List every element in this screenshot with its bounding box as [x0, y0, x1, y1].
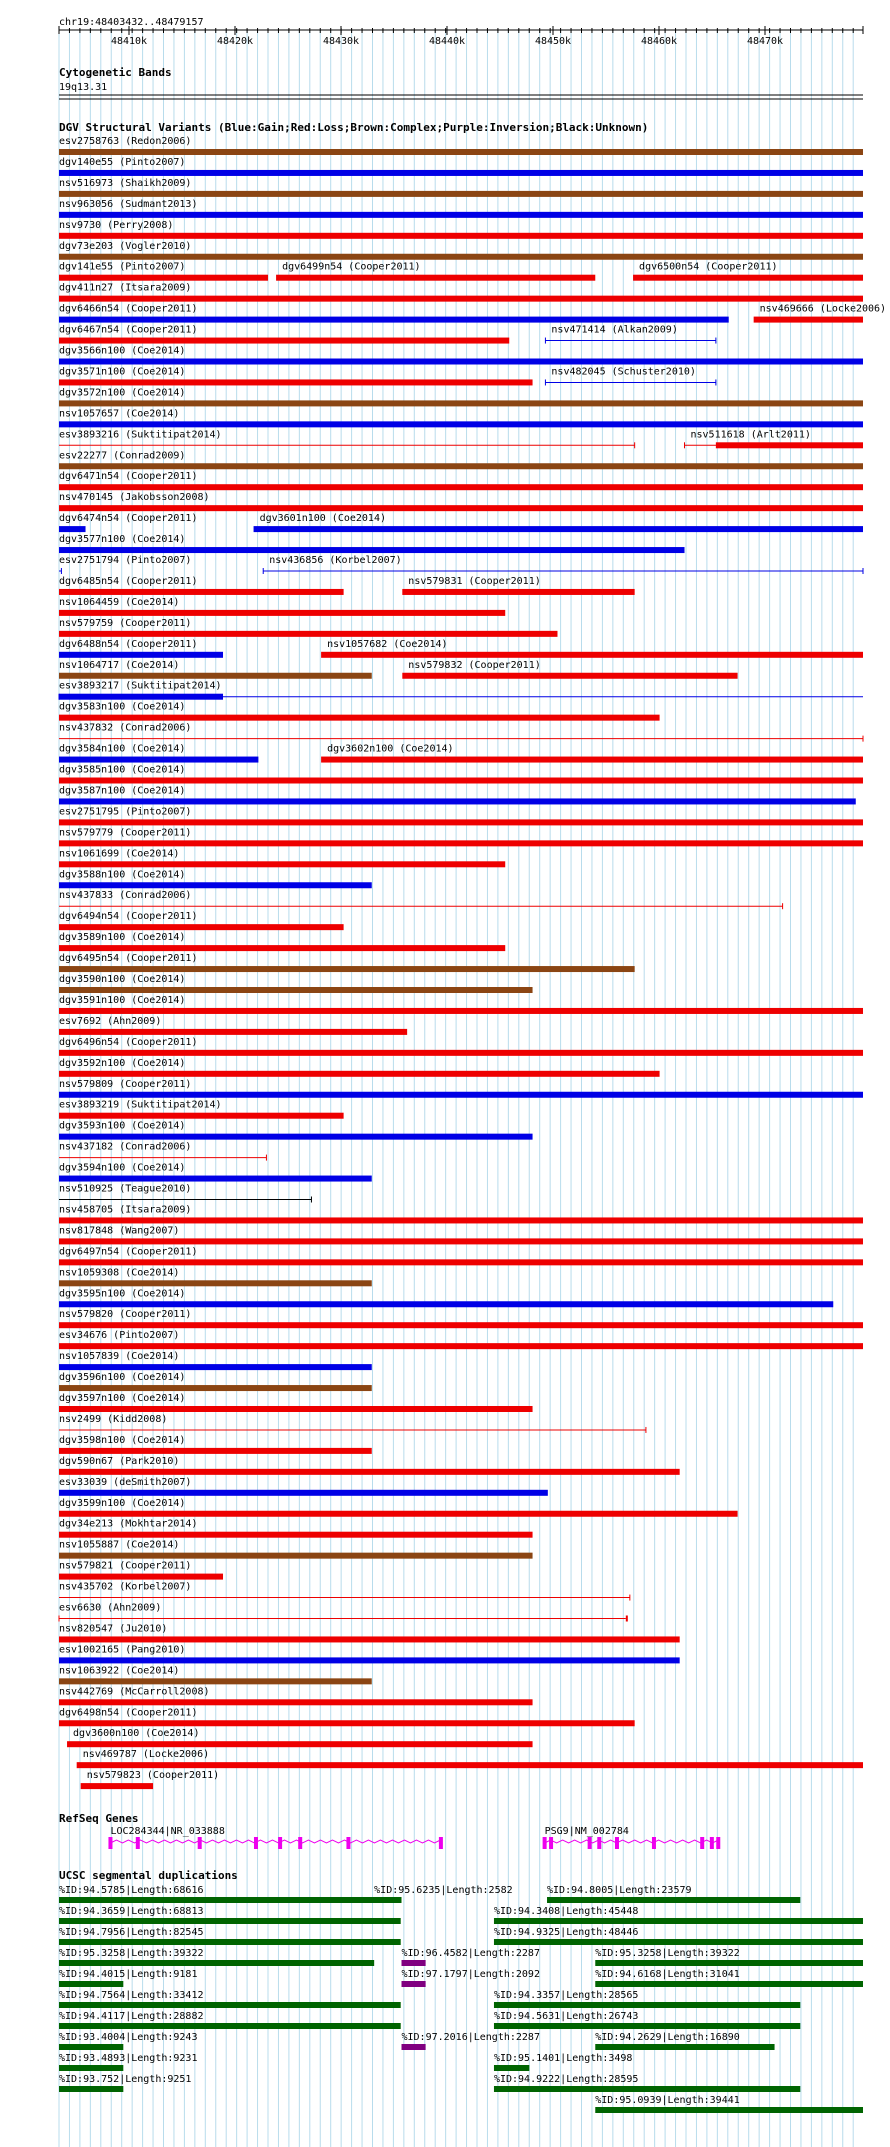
sv-bar: [626, 1616, 628, 1622]
sv-bar: [59, 484, 863, 490]
segdup-bar: [59, 1918, 401, 1924]
segdup-bar: [595, 2107, 863, 2113]
sv-label: nsv820547 (Ju2010): [59, 1623, 168, 1635]
sv-bar: [59, 924, 344, 930]
ruler-tick-label: 48440k: [428, 36, 466, 47]
segdup-label: %ID:94.3357|Length:28565: [493, 1990, 639, 2001]
sv-bar: [59, 966, 635, 972]
sv-bar: [59, 945, 505, 951]
gene-exon: [652, 1837, 656, 1849]
sv-bar: [59, 778, 863, 784]
segdup-label: %ID:94.4015|Length:9181: [59, 1969, 198, 1980]
sv-label: dgv3571n100 (Coe2014): [59, 366, 186, 378]
sv-label: dgv3602n100 (Coe2014): [327, 743, 454, 755]
segdup-bar: [494, 2065, 529, 2071]
gene-exon: [700, 1837, 704, 1849]
sv-label: dgv6488n54 (Cooper2011): [59, 638, 198, 650]
sv-label: esv7692 (Ahn2009): [59, 1015, 162, 1027]
sv-label: dgv34e213 (Mokhtar2014): [59, 1518, 198, 1530]
ruler-tick-label: 48460k: [640, 36, 678, 47]
sv-bar: [59, 191, 863, 197]
sv-bar: [59, 1364, 372, 1370]
sv-bar: [59, 1678, 372, 1684]
gene-label: PSG9|NM_002784: [544, 1826, 629, 1837]
sv-bar: [59, 673, 372, 679]
segdup-label: %ID:95.3258|Length:39322: [595, 1948, 740, 1959]
sv-bar: [402, 589, 634, 595]
sv-bar: [59, 1636, 680, 1642]
segdup-label: %ID:94.3659|Length:68813: [59, 1906, 204, 1917]
sv-bar: [59, 840, 863, 846]
dgv-track: [59, 136, 886, 1789]
segdup-title: UCSC segmental duplications: [59, 1869, 238, 1882]
segdup-label: %ID:94.2629|Length:16890: [595, 2032, 740, 2043]
gene-exon: [254, 1837, 258, 1849]
sv-bar: [59, 819, 863, 825]
sv-label: dgv3595n100 (Coe2014): [59, 1288, 186, 1300]
sv-label: dgv73e203 (Vogler2010): [59, 240, 192, 252]
sv-label: dgv3591n100 (Coe2014): [59, 994, 186, 1006]
sv-label: nsv511618 (Arlt2011): [690, 429, 811, 441]
sv-label: nsv437182 (Conrad2006): [59, 1141, 192, 1153]
sv-label: esv2758763 (Redon2006): [59, 136, 192, 147]
segdup-bar: [547, 1897, 800, 1903]
sv-label: nsv963056 (Sudmant2013): [59, 198, 198, 210]
sv-bar: [321, 757, 863, 763]
sv-label: esv33039 (deSmith2007): [59, 1476, 192, 1488]
sv-label: nsv1059308 (Coe2014): [59, 1267, 180, 1279]
sv-bar: [59, 1238, 863, 1244]
segdup-track: [59, 1885, 863, 2113]
segdup-label: %ID:97.2016|Length:2287: [401, 2032, 540, 2043]
sv-label: nsv1055887 (Coe2014): [59, 1539, 180, 1551]
sv-bar: [59, 798, 856, 804]
segdup-label: %ID:96.4582|Length:2287: [401, 1948, 540, 1959]
gene-exon: [298, 1837, 302, 1849]
sv-bar: [59, 882, 372, 888]
sv-bar: [59, 1301, 833, 1307]
segdup-bar: [374, 1897, 401, 1903]
segdup-label: %ID:93.4004|Length:9243: [59, 2032, 198, 2043]
sv-bar: [59, 589, 344, 595]
sv-label: nsv437833 (Conrad2006): [59, 890, 192, 902]
gene-exon: [108, 1837, 112, 1849]
sv-bar: [59, 359, 863, 365]
sv-bar: [59, 317, 729, 323]
sv-bar: [59, 170, 863, 176]
sv-label: dgv6498n54 (Cooper2011): [59, 1707, 198, 1719]
gene-exon: [597, 1837, 601, 1849]
sv-bar: [59, 1657, 680, 1663]
sv-label: dgv6467n54 (Cooper2011): [59, 324, 198, 336]
gene-exon: [278, 1837, 282, 1849]
sv-bar: [59, 1406, 533, 1412]
cytoband-label: 19q13.31: [59, 82, 108, 93]
sv-bar: [59, 1280, 372, 1286]
sv-bar: [59, 338, 509, 344]
sv-bar: [59, 861, 505, 867]
sv-bar: [59, 652, 223, 658]
sv-label: nsv1057839 (Coe2014): [59, 1351, 180, 1363]
sv-bar: [59, 1176, 372, 1182]
segdup-label: %ID:94.3408|Length:45448: [493, 1906, 639, 1917]
sv-label: nsv516973 (Shaikh2009): [59, 177, 192, 189]
sv-bar: [321, 652, 863, 658]
segdup-label: %ID:95.1401|Length:3498: [493, 2053, 633, 2064]
sv-label: nsv1057657 (Coe2014): [59, 408, 180, 420]
sv-bar: [59, 212, 863, 218]
segdup-label: %ID:95.0939|Length:39441: [595, 2095, 740, 2106]
sv-label: nsv579821 (Cooper2011): [59, 1560, 192, 1572]
segdup-label: %ID:94.4117|Length:28882: [59, 2011, 204, 2022]
sv-bar: [59, 233, 863, 239]
sv-label: dgv3600n100 (Coe2014): [73, 1728, 200, 1740]
sv-label: nsv579809 (Cooper2011): [59, 1078, 192, 1090]
sv-label: nsv469787 (Locke2006): [82, 1749, 210, 1761]
sv-label: dgv3577n100 (Coe2014): [59, 534, 186, 546]
sv-bar: [276, 275, 595, 281]
segdup-label: %ID:97.1797|Length:2092: [401, 1969, 540, 1980]
sv-label: nsv2499 (Kidd2008): [59, 1413, 168, 1425]
ruler-tick-label: 48410k: [110, 36, 148, 47]
gene-exon: [198, 1837, 202, 1849]
sv-label: dgv3588n100 (Coe2014): [59, 869, 186, 881]
sv-bar: [59, 254, 863, 260]
sv-label: nsv458705 (Itsara2009): [59, 1204, 192, 1216]
sv-bar: [81, 1783, 153, 1789]
cytoband-title: Cytogenetic Bands: [59, 66, 172, 79]
sv-label: nsv9730 (Perry2008): [59, 219, 174, 231]
segdup-bar: [494, 2086, 800, 2092]
segdup-bar: [59, 2065, 123, 2071]
segdup-label: %ID:93.752|Length:9251: [59, 2074, 192, 2085]
gene-exon: [710, 1837, 714, 1849]
sv-bar: [59, 400, 863, 406]
sv-label: dgv3596n100 (Coe2014): [59, 1372, 186, 1384]
sv-bar: [59, 1469, 680, 1475]
dgv-title: DGV Structural Variants (Blue:Gain;Red:Loss;Brown:Complex;Purple:Inversion;Black:Unknown): [59, 121, 649, 134]
sv-bar: [59, 694, 223, 700]
sv-label: nsv442769 (McCarroll2008): [59, 1686, 210, 1698]
segdup-label: %ID:94.8005|Length:23579: [547, 1885, 692, 1896]
sv-label: nsv471414 (Alkan2009): [551, 324, 678, 336]
sv-label: dgv3566n100 (Coe2014): [59, 345, 186, 357]
sv-label: dgv6500n54 (Cooper2011): [639, 261, 778, 273]
segdup-label: %ID:94.7564|Length:33412: [59, 1990, 204, 2001]
sv-label: nsv469666 (Locke2006): [759, 303, 887, 315]
sv-bar: [59, 1720, 635, 1726]
segdup-bar: [494, 2002, 800, 2008]
sv-label: esv3893219 (Suktitipat2014): [59, 1099, 222, 1111]
sv-bar: [59, 631, 557, 637]
sv-bar: [633, 275, 863, 281]
sv-label: dgv3572n100 (Coe2014): [59, 387, 186, 399]
sv-label: dgv3598n100 (Coe2014): [59, 1434, 186, 1446]
sv-label: nsv1057682 (Coe2014): [327, 638, 448, 650]
sv-bar: [59, 715, 660, 721]
sv-label: esv6630 (Ahn2009): [59, 1602, 162, 1614]
sv-label: nsv817848 (Wang2007): [59, 1225, 180, 1237]
sv-bar: [59, 1050, 863, 1056]
sv-bar: [59, 296, 863, 302]
sv-bar: [59, 1699, 533, 1705]
sv-bar: [59, 1217, 863, 1223]
sv-label: esv3893216 (Suktitipat2014): [59, 429, 222, 441]
gene-exon: [549, 1837, 553, 1849]
sv-bar: [59, 1008, 863, 1014]
segdup-bar: [595, 2044, 774, 2050]
gene-exon: [439, 1837, 443, 1849]
gene-exon: [615, 1837, 619, 1849]
segdup-bar: [402, 2044, 426, 2050]
segdup-bar: [494, 1918, 863, 1924]
sv-label: dgv6497n54 (Cooper2011): [59, 1246, 198, 1258]
sv-label: esv3893217 (Suktitipat2014): [59, 680, 222, 692]
sv-label: dgv3592n100 (Coe2014): [59, 1057, 186, 1069]
segdup-label: %ID:94.6168|Length:31041: [595, 1969, 740, 1980]
ruler-tick-label: 48450k: [534, 36, 572, 47]
sv-bar: [59, 987, 533, 993]
sv-label: nsv579820 (Cooper2011): [59, 1309, 192, 1321]
sv-label: esv2751794 (Pinto2007): [59, 555, 192, 566]
segdup-bar: [595, 1981, 863, 1987]
sv-label: dgv3599n100 (Coe2014): [59, 1497, 186, 1509]
ruler-tick-label: 48430k: [322, 36, 360, 47]
sv-bar: [67, 1741, 533, 1747]
sv-bar: [59, 1092, 863, 1098]
sv-bar: [59, 149, 863, 155]
sv-bar: [59, 1574, 223, 1580]
sv-label: dgv590n67 (Park2010): [59, 1455, 180, 1467]
segdup-label: %ID:94.9222|Length:28595: [493, 2074, 639, 2085]
sv-label: dgv6494n54 (Cooper2011): [59, 911, 198, 923]
ruler: [59, 26, 863, 47]
segdup-bar: [59, 1897, 401, 1903]
segdup-bar: [494, 1939, 863, 1945]
sv-label: nsv579823 (Cooper2011): [86, 1770, 220, 1782]
sv-label: dgv6495n54 (Cooper2011): [59, 953, 198, 965]
sv-label: nsv482045 (Schuster2010): [551, 366, 696, 378]
sv-label: dgv3585n100 (Coe2014): [59, 764, 186, 776]
sv-label: dgv6471n54 (Cooper2011): [59, 471, 198, 483]
sv-label: dgv3590n100 (Coe2014): [59, 974, 186, 985]
segdup-bar: [59, 2002, 401, 2008]
sv-label: nsv1064459 (Coe2014): [59, 596, 180, 608]
sv-label: nsv510925 (Teague2010): [59, 1183, 192, 1195]
sv-label: dgv6485n54 (Cooper2011): [59, 575, 198, 587]
region-label: chr19:48403432..48479157: [59, 17, 204, 28]
sv-label: dgv3597n100 (Coe2014): [59, 1393, 186, 1404]
sv-label: nsv579831 (Cooper2011): [408, 575, 541, 587]
sv-label: nsv1064717 (Coe2014): [59, 659, 180, 671]
sv-label: dgv6466n54 (Cooper2011): [59, 303, 198, 315]
sv-bar: [59, 610, 505, 616]
sv-bar: [59, 421, 863, 427]
sv-bar: [254, 526, 863, 532]
sv-label: dgv3584n100 (Coe2014): [59, 743, 186, 755]
gene-exon: [136, 1837, 140, 1849]
cytoband-track: [59, 95, 863, 99]
segdup-bar: [494, 2023, 800, 2029]
sv-bar: [59, 1532, 533, 1538]
sv-bar: [59, 1490, 548, 1496]
segdup-label: %ID:95.6235|Length:2582: [374, 1885, 513, 1896]
sv-bar: [59, 1071, 660, 1077]
sv-bar: [59, 526, 86, 532]
sv-label: esv2751795 (Pinto2007): [59, 806, 192, 818]
sv-label: nsv437832 (Conrad2006): [59, 722, 192, 734]
segdup-bar: [59, 1960, 374, 1966]
sv-bar: [59, 1385, 372, 1391]
sv-label: dgv3594n100 (Coe2014): [59, 1162, 186, 1174]
gene-exon: [346, 1837, 350, 1849]
sv-bar: [59, 1029, 407, 1035]
sv-label: dgv6499n54 (Cooper2011): [282, 261, 421, 273]
sv-label: nsv435702 (Korbel2007): [59, 1581, 192, 1593]
sv-bar: [59, 1134, 533, 1140]
segdup-bar: [59, 1939, 401, 1945]
sv-label: esv22277 (Conrad2009): [59, 450, 186, 462]
sv-label: nsv436856 (Korbel2007): [269, 555, 402, 566]
sv-bar: [59, 379, 533, 385]
sv-bar: [59, 547, 685, 553]
sv-bar: [59, 505, 863, 511]
sv-label: nsv1061699 (Coe2014): [59, 848, 180, 860]
sv-bar: [77, 1762, 863, 1768]
sv-bar: [59, 463, 863, 469]
sv-bar: [59, 275, 268, 281]
segdup-bar: [402, 1981, 426, 1987]
gene-exon: [543, 1837, 547, 1849]
sv-label: dgv140e55 (Pinto2007): [59, 156, 186, 168]
sv-label: nsv579832 (Cooper2011): [408, 659, 541, 671]
sv-bar: [59, 1113, 344, 1119]
sv-label: esv1002165 (Pang2010): [59, 1644, 186, 1656]
segdup-bar: [59, 2044, 123, 2050]
sv-label: nsv470145 (Jakobsson2008): [59, 492, 210, 504]
gene-exon: [588, 1837, 592, 1849]
segdup-bar: [402, 1960, 426, 1966]
segdup-bar: [59, 2023, 401, 2029]
sv-bar: [59, 757, 258, 763]
ruler-tick-label: 48470k: [746, 36, 784, 47]
sv-label: dgv3589n100 (Coe2014): [59, 932, 186, 944]
ruler-tick-label: 48420k: [216, 36, 254, 47]
gene-label: LOC284344|NR_033888: [110, 1826, 225, 1837]
sv-label: nsv579779 (Cooper2011): [59, 827, 192, 839]
sv-bar: [59, 1259, 863, 1265]
sv-bar: [59, 1553, 533, 1559]
sv-bar: [754, 317, 863, 323]
segdup-label: %ID:95.3258|Length:39322: [59, 1948, 204, 1959]
genes-title: RefSeq Genes: [59, 1812, 139, 1825]
segdup-label: %ID:94.5631|Length:26743: [493, 2011, 639, 2022]
sv-label: dgv411n27 (Itsara2009): [59, 282, 192, 294]
sv-bar: [59, 1511, 738, 1517]
segdup-label: %ID:94.9325|Length:48446: [493, 1927, 639, 1938]
sv-label: dgv3583n100 (Coe2014): [59, 701, 186, 713]
sv-label: dgv3587n100 (Coe2014): [59, 785, 186, 797]
sv-label: nsv579759 (Cooper2011): [59, 617, 192, 629]
sv-label: dgv6474n54 (Cooper2011): [59, 513, 198, 525]
sv-bar: [402, 673, 737, 679]
segdup-label: %ID:93.4893|Length:9231: [59, 2053, 198, 2064]
sv-label: dgv141e55 (Pinto2007): [59, 261, 186, 273]
segdup-bar: [595, 1960, 863, 1966]
gene-intron: [110, 1840, 440, 1843]
segdup-label: %ID:94.7956|Length:82545: [59, 1927, 204, 1938]
sv-label: dgv6496n54 (Cooper2011): [59, 1036, 198, 1048]
sv-bar: [59, 1448, 372, 1454]
sv-bar: [716, 442, 863, 448]
sv-bar: [59, 1343, 863, 1349]
segdup-bar: [59, 1981, 123, 1987]
sv-label: dgv3593n100 (Coe2014): [59, 1120, 186, 1132]
sv-label: nsv1063922 (Coe2014): [59, 1665, 180, 1677]
sv-bar: [59, 1322, 863, 1328]
sv-label: dgv3601n100 (Coe2014): [259, 513, 387, 525]
gene-exon: [716, 1837, 720, 1849]
segdup-bar: [59, 2086, 123, 2092]
segdup-label: %ID:94.5785|Length:68616: [59, 1885, 204, 1896]
sv-label: esv34676 (Pinto2007): [59, 1330, 180, 1342]
